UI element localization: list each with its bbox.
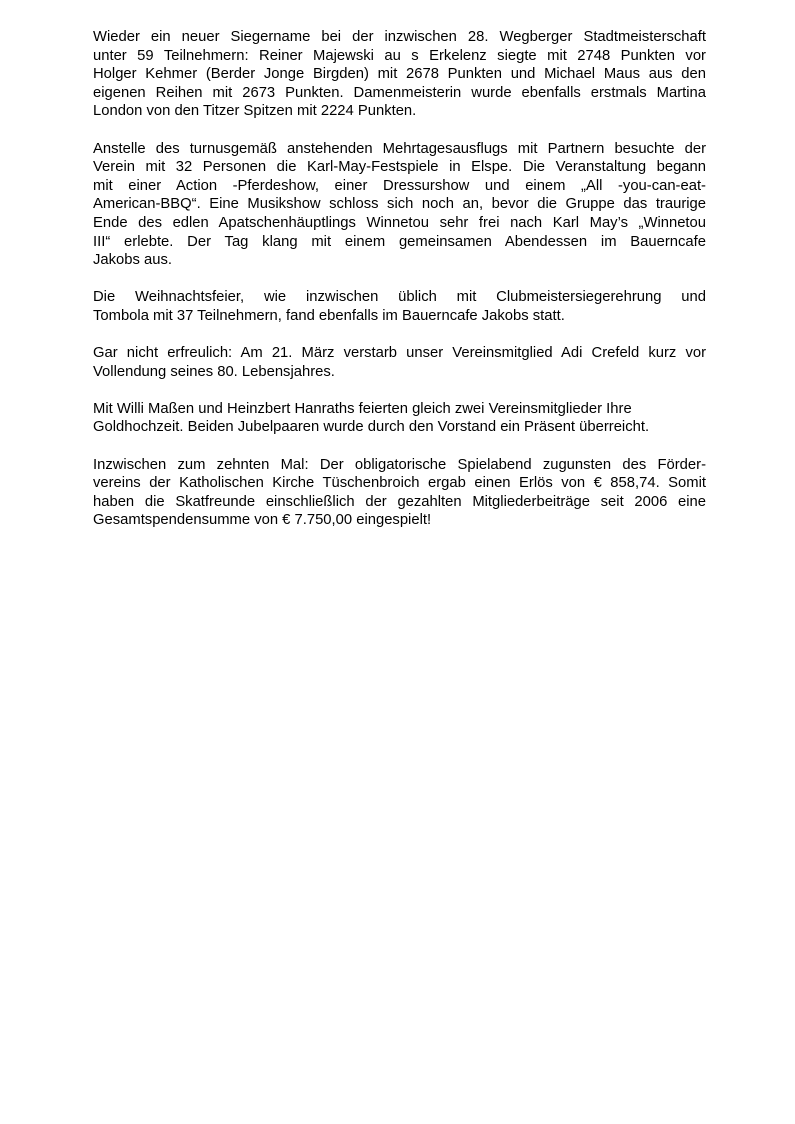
text-line: Tombola mit 37 Teilnehmern, fand ebenfalls im Bauerncafe Jakobs statt. bbox=[93, 307, 565, 324]
text-line: Mit Willi Maßen und Heinzbert Hanraths feierten gleich zwei Vereinsmitglieder Ihre bbox=[93, 400, 632, 417]
text-line: Gar nicht erfreulich: Am 21. März verstarb unser Vereinsmitglied Adi Crefeld kurz vor bbox=[93, 345, 706, 362]
paragraph bbox=[93, 288, 706, 325]
text-line: Goldhochzeit. Beiden Jubelpaaren wurde durch den Vorstand ein Präsent überreicht. bbox=[93, 419, 650, 436]
paragraph bbox=[93, 400, 706, 437]
text-line: vereins der Katholischen Kirche Tüschenbroich ergab einen Erlös von € 858,74. Somit bbox=[93, 475, 706, 492]
text-line: Wieder ein neuer Siegername bei der inzwischen 28. Wegberger Stadtmeisterschaft bbox=[93, 29, 706, 45]
text-line: mit einer Action -Pferdeshow, einer Dressurshow und einem „All -you-can-eat- bbox=[93, 177, 706, 194]
text-line: eigenen Reihen mit 2673 Punkten. Damenmeisterin wurde ebenfalls erstmals Martina bbox=[93, 84, 706, 101]
text-line: Die Weihnachtsfeier, wie inzwischen üblich mit Clubmeistersiegerehrung und bbox=[93, 289, 706, 306]
text-line: London von den Titzer Spitzen mit 2224 Punkten. bbox=[93, 103, 417, 120]
paragraph bbox=[93, 456, 706, 530]
text-line: Jakobs aus. bbox=[93, 252, 172, 269]
text-line: unter 59 Teilnehmern: Reiner Majewski au s Erkelenz siegte mit 2748 Punkten vor bbox=[93, 47, 706, 64]
paragraph bbox=[93, 28, 706, 121]
text-line: American-BBQ“. Eine Musikshow schloss sich noch an, bevor die Gruppe das traurige bbox=[93, 196, 706, 213]
text-line: Holger Kehmer (Berder Jonge Birgden) mit 2678 Punkten und Michael Maus aus den bbox=[93, 66, 706, 83]
text-line: Gesamtspendensumme von € 7.750,00 eingespielt! bbox=[93, 512, 432, 529]
paragraph bbox=[93, 140, 706, 270]
document-text bbox=[93, 28, 706, 549]
text-line: Anstelle des turnusgemäß anstehenden Mehrtagesausflugs mit Partnern besuchte der bbox=[93, 140, 706, 157]
text-line: haben die Skatfreunde einschließlich der gezahlten Mitgliederbeiträge seit 2006 eine bbox=[93, 493, 706, 510]
text-line: Verein mit 32 Personen die Karl-May-Festspiele in Elspe. Die Veranstaltung begann bbox=[93, 159, 706, 176]
text-line: III“ erlebte. Der Tag klang mit einem gemeinsamen Abendessen im Bauerncafe bbox=[93, 233, 706, 250]
text-line: Inzwischen zum zehnten Mal: Der obligatorische Spielabend zugunsten des Förder- bbox=[93, 456, 706, 473]
paragraph bbox=[93, 344, 706, 381]
text-line: Ende des edlen Apatschenhäuptlings Winnetou sehr frei nach Karl May’s „Winnetou bbox=[93, 214, 706, 231]
text-line: Vollendung seines 80. Lebensjahres. bbox=[93, 363, 335, 380]
